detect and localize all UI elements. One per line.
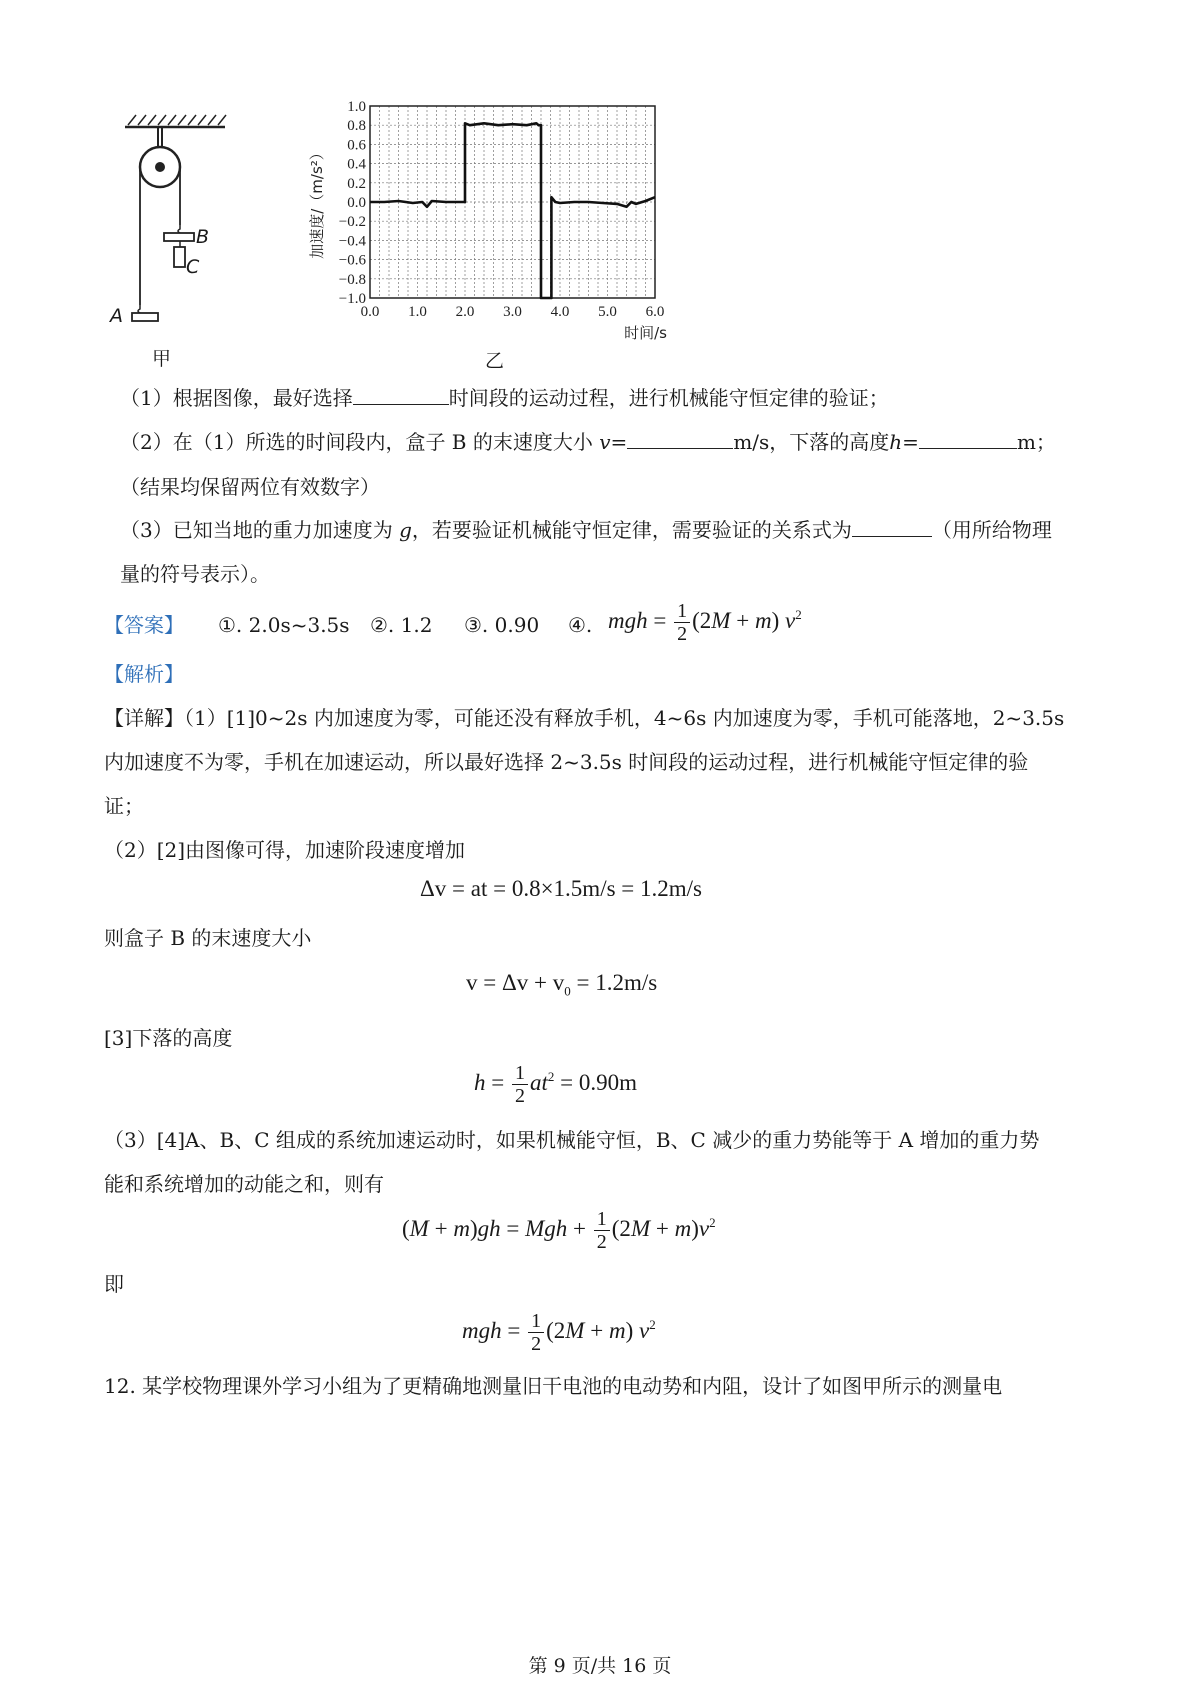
acceleration-chart (300, 98, 680, 358)
analysis-p4-l3: 即 (104, 1272, 124, 1296)
question-12: 12. 某学校物理课外学习小组为了更精确地测量旧干电池的电动势和内阻，设计了如图甲所示的测量电 (104, 1374, 1003, 1398)
question-3 (120, 516, 1052, 544)
eq2-lhs: v = Δv + v (466, 970, 565, 995)
equation-energy: (M + m)gh = Mgh + $\frac{1}{2}$ $(2M + m)v^2$ (402, 1208, 716, 1253)
label-c: C (186, 256, 200, 278)
eq3-rhs: = 0.90m (560, 1069, 637, 1095)
analysis-p2-l1: （2）[2]由图像可得，加速阶段速度增加 (104, 838, 466, 862)
analysis-p1-l1 (104, 704, 1064, 732)
x-tick-label: 6.0 (645, 304, 665, 320)
y-tick-label: 0.2 (347, 175, 366, 192)
equation-final-v (466, 970, 657, 1000)
x-tick-label: 5.0 (598, 304, 617, 320)
y-tick-label: −0.2 (338, 214, 366, 231)
analysis-p2-l2: 则盒子 B 的末速度大小 (104, 926, 312, 950)
y-tick-label: 0.8 (347, 118, 366, 135)
analysis-p3-l1: [3]下落的高度 (104, 1026, 233, 1050)
caption-jia: 甲 (152, 348, 172, 370)
analysis-p4-l1: （3）[4]A、B、C 组成的系统加速运动时，如果机械能守恒，B、C 减少的重力势能等于 A 增加的重力势 (104, 1128, 1040, 1152)
y-tick-label: −0.8 (338, 271, 366, 288)
analysis-label: 【解析】 (104, 662, 184, 686)
q2-h: h (889, 430, 903, 454)
q2-eq2: = (902, 430, 919, 454)
eq2-rhs: = 1.2m/s (570, 970, 658, 995)
analysis-p1-l3: 证； (104, 794, 144, 818)
question-2-note: （结果均保留两位有效数字） (120, 475, 380, 499)
label-a: A (110, 305, 123, 327)
equation-height: h = $\frac{1}{2}$ $at^2 = 0.90m$ (474, 1062, 637, 1107)
question-1 (120, 384, 889, 412)
x-tick-label: 3.0 (503, 304, 522, 320)
q3-text-end: （用所给物理 (931, 518, 1052, 542)
y-tick-label: −0.4 (338, 233, 366, 250)
q3-blank (852, 516, 932, 537)
q1-text: （1）根据图像，最好选择 (120, 386, 353, 410)
y-axis-label: 加速度/（m/s²） (308, 145, 326, 259)
y-tick-label: −1.0 (338, 291, 366, 307)
analysis-p1-l2: 内加速度不为零，手机在加速运动，所以最好选择 2~3.5s 时间段的运动过程，进行机械能守恒定律的验 (104, 750, 1029, 774)
y-tick-label: 0.4 (347, 156, 366, 173)
answer-3: ③. 0.90 (464, 613, 540, 637)
page-footer: 第 9 页/共 16 页 (528, 1655, 672, 1677)
q3-text: （3）已知当地的重力加速度为 (120, 518, 393, 542)
caption-yi: 乙 (485, 350, 505, 372)
question-2 (120, 428, 1056, 456)
x-tick-label: 2.0 (455, 304, 475, 320)
q1-text-end: 时间段的运动过程，进行机械能守恒定律的验证； (448, 386, 889, 410)
label-b: B (196, 226, 210, 248)
apparatus-figure (120, 105, 230, 335)
q2-v: v (599, 430, 611, 454)
answer-label: 【答案】 (104, 613, 184, 637)
q2-blank-v (627, 428, 733, 449)
answer-1: ①. 2.0s~3.5s (218, 613, 350, 637)
q2-unit1: m/s，下落的高度 (733, 430, 890, 454)
q2-unit2: m； (1016, 430, 1056, 454)
equation-result: mgh = $\frac{1}{2}$ (2M + m) $v^2$ (462, 1310, 656, 1355)
equation-delta-v: Δv = at = 0.8×1.5m/s = 1.2m/s (420, 876, 702, 901)
answer-4-formula: mgh = $\frac{1}{2}$ (2M + m) $v^2$ (608, 600, 802, 645)
q3-g: g (399, 518, 412, 542)
y-tick-label: 0.6 (347, 137, 366, 154)
y-tick-label: −0.6 (338, 252, 366, 269)
x-tick-label: 4.0 (550, 304, 570, 320)
y-tick-label: 0.0 (347, 195, 366, 211)
q3-text-mid: ，若要验证机械能守恒定律，需要验证的关系式为 (411, 518, 852, 542)
x-tick-label: 1.0 (408, 304, 427, 320)
answer-4: ④. (568, 613, 593, 637)
answer-2: ②. 1.2 (370, 613, 433, 637)
detail-label: 【详解】 (104, 706, 184, 730)
x-tick-label: 0.0 (360, 304, 380, 320)
q2-eq1: = (610, 430, 628, 454)
analysis-p1-text: （1）[1]0~2s 内加速度为零，可能还没有释放手机，4~6s 内加速度为零，手机可能落地，2~3.5s (184, 706, 1065, 730)
question-3-line2: 量的符号表示）。 (120, 562, 270, 586)
eq2-sub: 0 (564, 983, 571, 999)
q1-blank (353, 384, 449, 405)
y-tick-label: 1.0 (347, 99, 366, 115)
q2-blank-h (919, 428, 1017, 449)
q2-text: （2）在（1）所选的时间段内，盒子 B 的末速度大小 (120, 430, 593, 454)
x-axis-label: 时间/s (624, 324, 667, 342)
analysis-p4-l2: 能和系统增加的动能之和，则有 (104, 1172, 384, 1196)
